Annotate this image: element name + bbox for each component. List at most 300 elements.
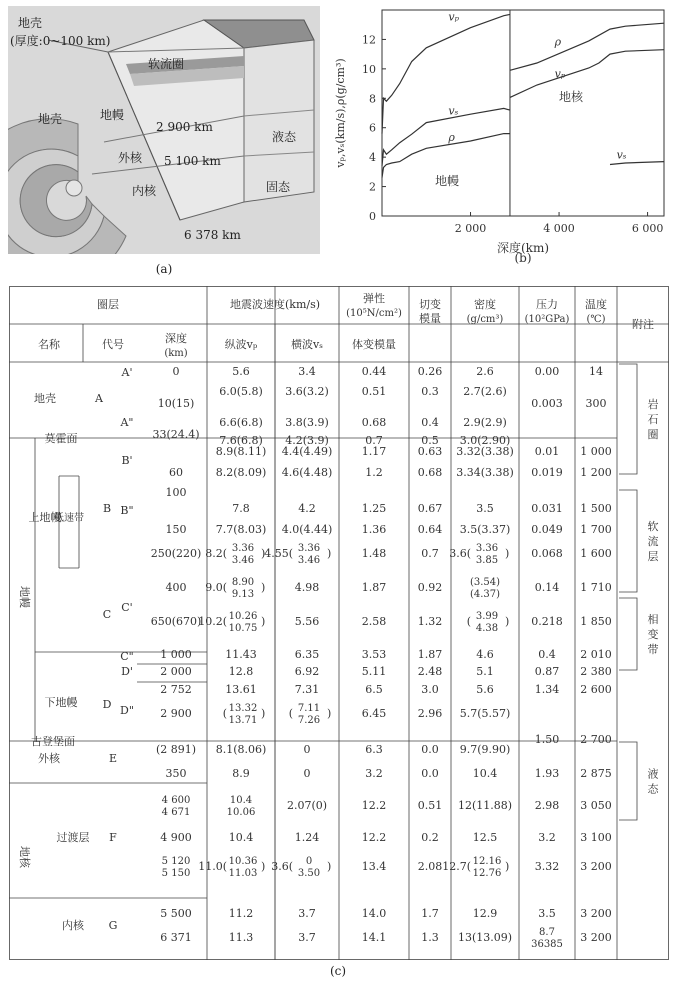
cell-rho: 2.6 — [476, 365, 494, 378]
cell-t: 2 700 — [580, 733, 612, 746]
y-axis-label: vₚ,vₛ(km/s),ρ(g/cm³) — [334, 58, 347, 168]
cell-depth: 60 — [169, 466, 183, 479]
cell-mu: 0.63 — [417, 445, 443, 458]
cell-vp: 12.8 — [228, 665, 254, 678]
cell-vs-top: 3.36 — [297, 543, 321, 554]
name-mantle: 地幔 — [18, 586, 31, 608]
cell-vp: 8.9 — [232, 767, 250, 780]
note-label-char: 带 — [647, 643, 659, 656]
plot-frame — [382, 10, 664, 216]
cell-t: 1 850 — [580, 615, 612, 628]
cell-p: 0.01 — [534, 445, 560, 458]
cell-rho: 3.0(2.90) — [459, 434, 511, 447]
cell-vs: 3.7 — [298, 907, 316, 920]
cell-vp: 10.2( — [198, 615, 227, 628]
cell-vp: 11.43 — [225, 648, 257, 661]
cell-p: 3.5 — [538, 907, 556, 920]
name-crust: 地壳 — [34, 392, 56, 405]
cell-vs: ( — [288, 707, 293, 720]
cell-vs: 3.4 — [298, 365, 316, 378]
cell-vp-bottom: 10.06 — [226, 807, 256, 818]
x-tick-label: 4 000 — [543, 222, 575, 235]
header-elastic-unit: (10⁵N/cm²) — [346, 308, 402, 319]
header-temperature: 温度 — [585, 298, 607, 311]
header-elastic: 弹性 — [363, 292, 385, 305]
cell-p: 3.2 — [538, 831, 556, 844]
cell-vp: 8.2(8.09) — [215, 466, 267, 479]
cell-rho: 12.5 — [472, 831, 498, 844]
cell-rho: 10.4 — [472, 767, 498, 780]
name-moho-surface: 莫霍面 — [44, 432, 78, 445]
cell-p: 0.00 — [534, 365, 560, 378]
cell-vs-top: 0 — [305, 856, 313, 867]
note-label-char: 液 — [647, 767, 659, 781]
cell-vp: 11.3 — [228, 931, 254, 944]
cell-rho: 3.6( — [449, 547, 471, 560]
cell-t: 300 — [585, 397, 607, 410]
cell-t: 1 700 — [580, 523, 612, 536]
label-crust-thickness: (厚度:0~100 km) — [10, 34, 111, 48]
x-tick-label: 6 000 — [631, 222, 664, 235]
cell-mu: 3.0 — [421, 683, 439, 696]
note-label-char: 层 — [647, 550, 659, 563]
label-mantle: 地幔 — [100, 108, 125, 122]
layer-code: A — [95, 392, 103, 405]
cell-vp-end: ) — [261, 581, 266, 594]
cell-vp-end: ) — [261, 547, 266, 560]
note-bracket — [619, 742, 637, 820]
cell-rho: ( — [466, 615, 471, 628]
cell-p: 0.218 — [531, 615, 563, 628]
label-inner-core: 内核 — [132, 184, 157, 198]
chart-svg — [330, 4, 670, 266]
y-tick-label: 0 — [369, 210, 376, 223]
cell-p: 0.031 — [531, 502, 563, 515]
name-outer-core: 外核 — [38, 752, 60, 765]
cell-t: 3 050 — [580, 799, 612, 812]
cell-depth: 0 — [172, 365, 180, 378]
cell-k: 6.45 — [361, 707, 387, 720]
cell-depth: 350 — [165, 767, 187, 780]
cell-mu: 0.67 — [417, 502, 443, 515]
cell-vp: 10.4 — [228, 831, 254, 844]
layer-code: B — [102, 502, 112, 515]
cell-rho-top: (3.54) — [469, 577, 501, 588]
cell-vs: 7.31 — [294, 683, 320, 696]
cell-rho: 3.5 — [476, 502, 494, 515]
series-label: vₚ — [554, 67, 566, 81]
cell-k: 12.2 — [361, 799, 387, 812]
name-inner-core: 内核 — [62, 919, 84, 932]
cell-p: 0.049 — [531, 523, 563, 536]
cell-vp: 13.61 — [225, 683, 257, 696]
cell-rho: 13(13.09) — [457, 931, 513, 944]
cell-vp: ( — [222, 707, 227, 720]
cell-t: 2 600 — [580, 683, 612, 696]
cell-k: 0.51 — [361, 385, 387, 398]
layer-code: D' — [121, 665, 133, 678]
cell-depth: 250(220) — [150, 547, 202, 560]
cell-p: 3.32 — [534, 860, 560, 873]
y-tick-label: 2 — [369, 180, 376, 194]
cell-t: 14 — [589, 365, 603, 378]
cell-depth: 1 000 — [160, 648, 192, 661]
header-vp: 纵波vₚ — [224, 338, 258, 351]
cell-rho-bottom: (4.37) — [469, 589, 501, 600]
series-line — [510, 23, 664, 70]
cell-k: 1.25 — [361, 502, 387, 515]
y-tick-label: 12 — [362, 33, 376, 47]
cell-vp-bottom: 10.75 — [228, 623, 258, 634]
cell-k: 1.2 — [365, 466, 383, 479]
label-crust-top: 地壳 — [18, 16, 43, 30]
header-vs: 横波vₛ — [291, 338, 323, 351]
cell-vp-top: 3.36 — [231, 543, 255, 554]
cell-vp-end: ) — [261, 707, 266, 720]
cell-rho: 5.7(5.57) — [459, 707, 511, 720]
cell-vp: 6.6(6.8) — [219, 416, 263, 429]
cell-depth: 2 900 — [160, 707, 192, 720]
layer-code: G — [108, 919, 118, 932]
header-depth-unit: (km) — [164, 348, 188, 359]
cell-mu: 1.3 — [421, 931, 439, 944]
cell-k: 6.5 — [365, 683, 383, 696]
cell-depth: 6 371 — [160, 931, 192, 944]
cell-mu: 2.08 — [417, 860, 443, 873]
cell-vs-bottom: 3.50 — [297, 868, 321, 879]
cell-vs: 1.24 — [294, 831, 320, 844]
cell-k: 1.48 — [361, 547, 387, 560]
cell-depth: 4 900 — [160, 831, 192, 844]
header-wave-speed: 地震波速度(km/s) — [229, 298, 321, 311]
cell-mu: 0.92 — [417, 581, 443, 594]
cell-mu: 0.26 — [417, 365, 443, 378]
label-6378km: 6 378 km — [184, 228, 241, 242]
note-label-char: 石 — [647, 413, 659, 426]
cell-t: 1 600 — [580, 547, 612, 560]
cell-rho-bottom: 12.76 — [472, 868, 502, 879]
cell-vs: 3.8(3.9) — [285, 416, 329, 429]
cell-p: 2.98 — [534, 799, 560, 812]
cell-p: 1.50 — [534, 733, 560, 746]
earth-layers-table — [9, 286, 669, 960]
cell-t: 1 200 — [580, 466, 612, 479]
header-temperature-unit: (℃) — [586, 314, 606, 325]
name-transition-layer: 过渡层 — [56, 831, 90, 844]
note-label-char: 圈 — [647, 428, 659, 441]
cell-t: 3 200 — [580, 860, 612, 873]
name-gutenberg-surface: 古登堡面 — [31, 735, 75, 748]
cell-depth: 100 — [165, 486, 187, 499]
layer-code: C" — [120, 650, 134, 663]
cell-vs: 3.7 — [298, 931, 316, 944]
label-outer-core: 外核 — [118, 151, 143, 165]
cell-rho: 3.5(3.37) — [459, 523, 511, 536]
cell-t: 2 010 — [580, 648, 612, 661]
cell-rho: 3.32(3.38) — [456, 445, 514, 458]
cell-p: 1.34 — [534, 683, 560, 696]
cell-vs-end: ) — [327, 547, 332, 560]
cell-vp: 7.6(6.8) — [219, 434, 263, 447]
cell-vp: 8.2( — [205, 547, 227, 560]
cell-depth-top: 4 600 — [161, 795, 191, 806]
layer-code: F — [109, 831, 117, 844]
series-label: vₛ — [448, 104, 459, 118]
label-2900km: 2 900 km — [156, 120, 213, 134]
note-label-char: 相 — [647, 613, 659, 626]
note-label-char: 变 — [647, 628, 659, 641]
cell-mu: 0.0 — [421, 743, 439, 756]
cell-mu: 1.32 — [417, 615, 443, 628]
cell-mu: 2.48 — [417, 665, 443, 678]
cell-k: 0.68 — [361, 416, 387, 429]
cell-mu: 0.64 — [417, 523, 443, 536]
cell-vp-bottom: 3.46 — [231, 555, 255, 566]
cell-k: 3.2 — [365, 767, 383, 780]
caption-a: (a) — [155, 262, 173, 276]
header-depth: 深度 — [165, 332, 187, 345]
note-bracket — [619, 598, 637, 670]
cell-vs-end: ) — [327, 707, 332, 720]
series-label: ρ — [448, 130, 455, 144]
cell-k: 6.3 — [365, 743, 383, 756]
layer-code: B" — [120, 504, 134, 517]
label-asthenosphere: 软流圈 — [148, 57, 185, 71]
cell-depth: 5 500 — [160, 907, 192, 920]
cell-vp-top: 10.26 — [228, 611, 258, 622]
cell-t: 1 710 — [580, 581, 612, 594]
cell-vs: 4.2(3.9) — [285, 434, 329, 447]
layer-code: D — [102, 698, 112, 711]
velocity-density-chart — [330, 4, 670, 266]
cell-p: 0.003 — [531, 397, 563, 410]
cell-mu: 2.96 — [417, 707, 443, 720]
cell-mu: 0.4 — [421, 416, 439, 429]
cell-vp-bottom: 13.71 — [228, 715, 258, 726]
cell-rho-top: 12.16 — [472, 856, 502, 867]
cell-rho-bottom: 3.85 — [475, 555, 499, 566]
header-name: 名称 — [38, 338, 60, 351]
layer-code: C' — [121, 601, 133, 614]
earth-structure-figure — [8, 6, 320, 254]
cell-vs-bottom: 7.26 — [297, 715, 321, 726]
cell-p: 0.87 — [534, 665, 560, 678]
cell-vs: 6.35 — [294, 648, 320, 661]
y-tick-label: 4 — [369, 151, 376, 165]
cell-p: 1.93 — [534, 767, 560, 780]
cell-depth: 2 752 — [160, 683, 192, 696]
y-tick-label: 6 — [369, 121, 376, 135]
cell-mu: 0.7 — [421, 547, 439, 560]
cell-p: 0.019 — [531, 466, 563, 479]
cell-mu: 0.5 — [421, 434, 439, 447]
cell-k: 0.7 — [365, 434, 383, 447]
cell-vp: 9.0( — [205, 581, 227, 594]
x-tick-label: 2 000 — [454, 222, 487, 235]
cell-vs: 4.0(4.44) — [281, 523, 333, 536]
layer-code: D" — [120, 704, 134, 717]
cell-rho-top: 3.36 — [475, 543, 499, 554]
header-pressure: 压力 — [536, 298, 558, 311]
note-label-char: 态 — [647, 782, 659, 796]
cell-t: 3 100 — [580, 831, 612, 844]
note-label-char: 软 — [647, 520, 659, 533]
cell-t: 1 000 — [580, 445, 612, 458]
cell-depth-bottom: 5 150 — [161, 868, 191, 879]
cell-vp: 11.2 — [228, 907, 254, 920]
cell-vs: 0 — [303, 767, 311, 780]
series-label: vₚ — [448, 10, 460, 24]
name-core: 地核 — [18, 846, 31, 868]
header-shear: 切变 — [419, 298, 441, 311]
label-5100km: 5 100 km — [164, 154, 221, 168]
cell-vs-bottom: 3.46 — [297, 555, 321, 566]
cell-vp-bottom: 9.13 — [231, 589, 255, 600]
cell-mu: 0.0 — [421, 767, 439, 780]
cell-rho-top: 3.99 — [475, 611, 499, 622]
layer-code: B' — [121, 454, 133, 467]
note-bracket — [619, 490, 637, 592]
cell-depth: 150 — [165, 523, 187, 536]
cell-vs: 4.6(4.48) — [281, 466, 333, 479]
cell-t: 3 200 — [580, 931, 612, 944]
cell-vp-top: 8.90 — [231, 577, 255, 588]
cell-depth: 400 — [165, 581, 187, 594]
note-bracket — [619, 364, 637, 474]
cell-k: 1.87 — [361, 581, 387, 594]
note-label-char: 岩 — [647, 398, 659, 411]
region-label-core: 地核 — [559, 90, 584, 105]
y-tick-label: 8 — [369, 92, 376, 106]
cell-p: 0.14 — [534, 581, 560, 594]
cell-vs: 3.6( — [271, 860, 293, 873]
series-line — [610, 162, 664, 165]
cell-vs-top: 7.11 — [297, 703, 321, 714]
cell-vp-top: 10.36 — [228, 856, 258, 867]
header-pressure-unit: (10²GPa) — [524, 314, 570, 325]
cell-vp: 7.8 — [232, 502, 250, 515]
cell-k: 14.1 — [361, 931, 387, 944]
header-note: 附注 — [632, 318, 654, 331]
name-lower-mantle: 下地幔 — [44, 696, 78, 709]
layer-code: E — [108, 752, 118, 765]
cell-depth: 650(670) — [150, 615, 202, 628]
cell-p: 0.4 — [538, 648, 556, 661]
cell-rho: 4.6 — [476, 648, 494, 661]
cell-depth-top: 5 120 — [161, 856, 191, 867]
series-line — [510, 50, 664, 98]
cell-vs: 5.56 — [294, 615, 320, 628]
arc-center — [66, 180, 82, 196]
cell-k: 2.58 — [361, 615, 387, 628]
cell-p-top: 8.7 — [539, 927, 555, 938]
cell-rho: 9.7(9.90) — [459, 743, 511, 756]
cell-rho: 12.9 — [472, 907, 498, 920]
cell-vp-end: ) — [261, 860, 266, 873]
cell-vs: 6.92 — [294, 665, 320, 678]
region-label-mantle: 地幔 — [435, 174, 460, 189]
header-bulk-modulus: 体变模量 — [352, 338, 396, 351]
caption-c: (c) — [329, 964, 347, 978]
cell-t: 2 875 — [580, 767, 612, 780]
cell-vp: 7.7(8.03) — [215, 523, 267, 536]
cell-vp-top: 13.32 — [228, 703, 258, 714]
cell-depth: (2 891) — [155, 743, 197, 756]
label-crust-left: 地壳 — [38, 112, 63, 126]
table-svg — [9, 286, 669, 960]
cell-rho-end: ) — [505, 547, 510, 560]
cell-vs-end: ) — [327, 860, 332, 873]
layer-code: A' — [121, 366, 133, 379]
cell-rho: 2.7(2.6) — [463, 385, 507, 398]
cell-vp-end: ) — [261, 615, 266, 628]
caption-b: (b) — [514, 251, 532, 265]
name-low-velocity: 低速带 — [54, 513, 84, 524]
cell-k: 1.36 — [361, 523, 387, 536]
cell-rho: 3.34(3.38) — [456, 466, 514, 479]
header-density: 密度 — [474, 298, 496, 311]
cell-t: 3 200 — [580, 907, 612, 920]
name-upper-mantle: 上地幔 — [28, 511, 62, 524]
cell-vp: 5.6 — [232, 365, 250, 378]
cell-vp: 8.9(8.11) — [215, 445, 267, 458]
cell-vs: 4.55( — [264, 547, 293, 560]
cell-vs: 2.07(0) — [286, 799, 328, 812]
header-layer: 圈层 — [97, 298, 119, 311]
cell-vs: 4.2 — [298, 502, 316, 515]
cell-rho: 5.1 — [476, 665, 494, 678]
cell-vs: 3.6(3.2) — [285, 385, 329, 398]
cell-mu: 1.7 — [421, 907, 439, 920]
cell-vp: 8.1(8.06) — [215, 743, 267, 756]
series-line — [382, 134, 510, 178]
cell-vp-top: 10.4 — [229, 795, 253, 806]
series-line — [382, 14, 510, 133]
cell-depth: 10(15) — [157, 397, 195, 410]
header-shear-2: 模量 — [419, 312, 441, 325]
cell-k: 3.53 — [361, 648, 387, 661]
label-liquid: 液态 — [272, 130, 297, 144]
cell-vp: 6.0(5.8) — [219, 385, 263, 398]
cell-mu: 0.68 — [417, 466, 443, 479]
cell-rho: 12(11.88) — [457, 799, 513, 812]
series-line — [382, 108, 510, 166]
cell-rho: 2.9(2.9) — [463, 416, 507, 429]
cell-k: 12.2 — [361, 831, 387, 844]
cell-mu: 0.3 — [421, 385, 439, 398]
cell-k: 0.44 — [361, 365, 387, 378]
cell-rho-end: ) — [505, 615, 510, 628]
cell-p-bottom: 36385 — [531, 939, 563, 950]
header-code: 代号 — [102, 338, 124, 351]
cell-k: 5.11 — [361, 665, 387, 678]
cell-depth-bottom: 4 671 — [161, 807, 191, 818]
x-axis-label: 深度(km) — [496, 241, 550, 255]
cell-vp: 11.0( — [198, 860, 227, 873]
cell-k: 14.0 — [361, 907, 387, 920]
cell-rho: 12.7( — [442, 860, 471, 873]
series-label: vₛ — [616, 148, 627, 162]
cell-mu: 0.51 — [417, 799, 443, 812]
cell-vs: 4.4(4.49) — [281, 445, 333, 458]
series-label: ρ — [554, 35, 562, 49]
cell-rho: 5.6 — [476, 683, 494, 696]
cell-t: 1 500 — [580, 502, 612, 515]
cell-k: 1.17 — [361, 445, 387, 458]
cell-k: 13.4 — [361, 860, 387, 873]
cell-vp-bottom: 11.03 — [228, 868, 258, 879]
cell-depth: 2 000 — [160, 665, 192, 678]
